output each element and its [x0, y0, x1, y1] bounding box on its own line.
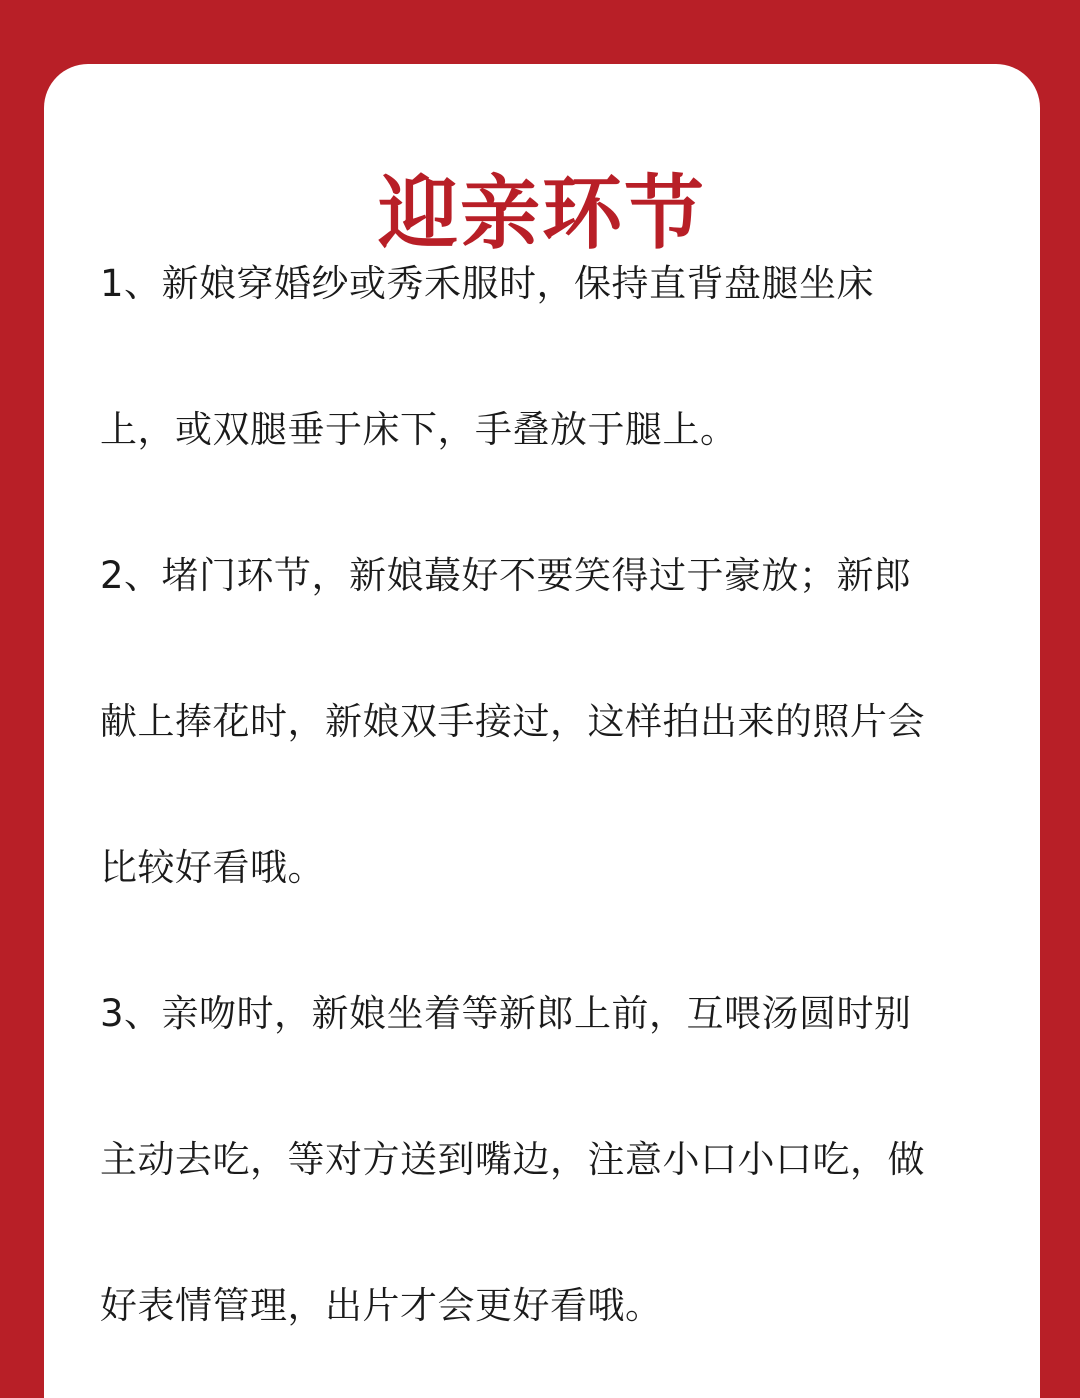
- body-line-1: 1、新娘穿婚纱或秀禾服时，保持直背盘腿坐床: [100, 262, 875, 305]
- body-line-8: 好表情管理，出片才会更好看哦。: [100, 1284, 663, 1327]
- body-line-4: 献上捧花时，新娘双手接过，这样拍出来的照片会: [100, 700, 925, 743]
- body-line-6: 3、亲吻时，新娘坐着等新郎上前，互喂汤圆时别: [100, 992, 912, 1035]
- body-line-5: 比较好看哦。: [100, 846, 325, 889]
- content-card: [44, 64, 1040, 1398]
- body-line-2: 上，或双腿垂于床下，手叠放于腿上。: [100, 408, 738, 451]
- page-title: 迎亲环节: [378, 167, 706, 260]
- body-line-7: 主动去吃，等对方送到嘴边，注意小口小口吃，做: [100, 1138, 925, 1181]
- body-line-3: 2、堵门环节，新娘蕞好不要笑得过于豪放；新郎: [100, 554, 912, 597]
